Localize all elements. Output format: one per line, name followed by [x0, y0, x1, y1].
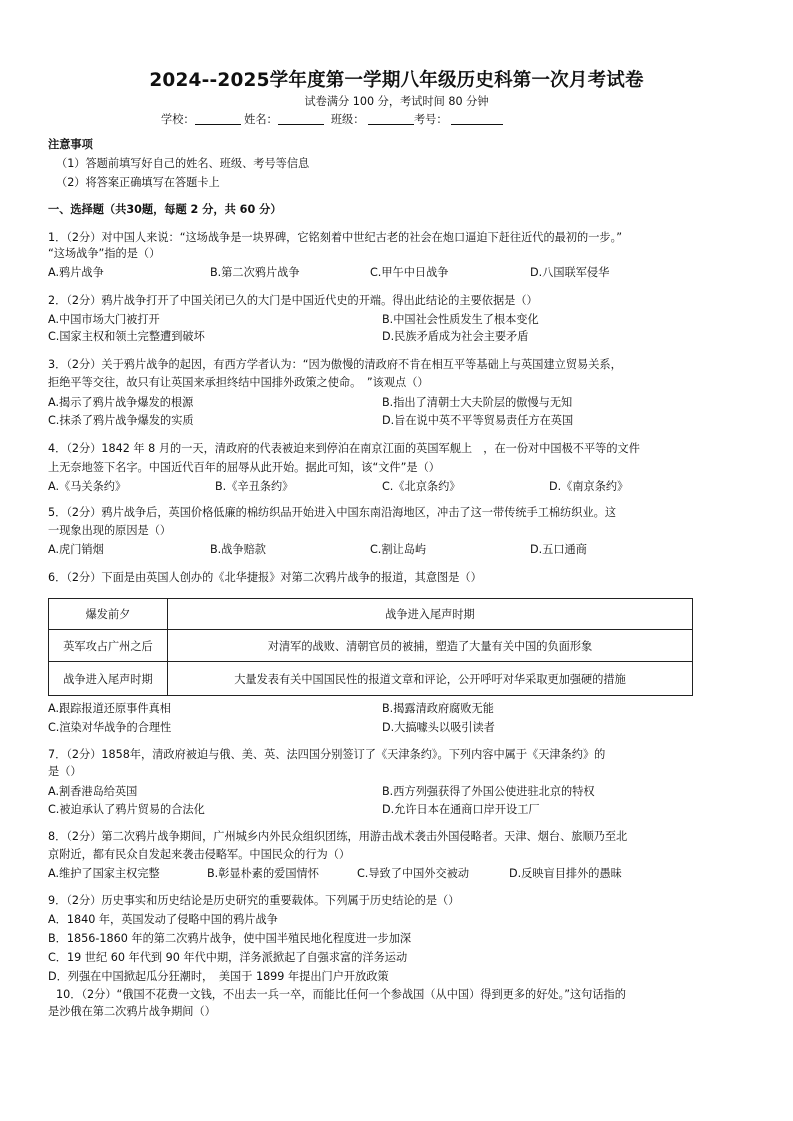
- option-d[interactable]: D.旨在说中英不平等贸易责任方在英国: [382, 414, 574, 427]
- question-stem: 7．（2分）1858年，清政府被迫与俄、美、英、法四国分别签订了《天津条约》。下列内容中属于《天津条约》的: [48, 748, 606, 761]
- name-label: 姓名：: [244, 113, 278, 126]
- option-a[interactable]: A.揭示了鸦片战争爆发的根源: [48, 396, 194, 409]
- option-c[interactable]: C.国家主权和领土完整遭到破坏: [48, 330, 205, 343]
- question-stem: 5．（2分）鸦片战争后，英国价格低廉的棉纺织品开始进入中国东南沿海地区，冲击了这一带传统手工棉纺织业。这: [48, 506, 617, 519]
- question-stem: 3．（2分）关于鸦片战争的起因，有西方学者认为：“因为傲慢的清政府不肯在相互平等基础上与英国建立贸易关系，: [48, 358, 622, 371]
- option-a[interactable]: A.维护了国家主权完整: [48, 867, 160, 880]
- option-a[interactable]: A.中国市场大门被打开: [48, 313, 160, 326]
- option-c[interactable]: C．19 世纪 60 年代到 90 年代中期，洋务派掀起了自强求富的洋务运动: [48, 951, 408, 964]
- question-stem: 2．（2分）鸦片战争打开了中国关闭已久的大门是中国近代史的开端。得出此结论的主要依据是（）: [48, 294, 538, 307]
- option-d[interactable]: D．列强在中国掀起瓜分狂潮时， 美国于 1899 年提出门户开放政策: [48, 970, 389, 983]
- table-cell: 对清军的战败、清朝官员的被捕，塑造了大量有关中国的负面形象: [168, 630, 693, 662]
- question-stem: 京附近，都有民众自发起来袭击侵略军。中国民众的行为（）: [48, 848, 351, 861]
- school-blank[interactable]: [195, 112, 241, 125]
- notice-item: （2）将答案正确填写在答题卡上: [56, 176, 220, 189]
- option-d[interactable]: D.《南京条约》: [549, 480, 629, 493]
- question-stem: 10．（2分）“俄国不花费一文钱，不出去一兵一卒，而能比任何一个参战国（从中国）得到更多的好处。”这句话指的: [56, 988, 626, 1001]
- table-row: [49, 662, 693, 696]
- option-a[interactable]: A.跟踪报道还原事件真相: [48, 702, 171, 715]
- option-c[interactable]: C.抹杀了鸦片战争爆发的实质: [48, 414, 194, 427]
- option-d[interactable]: D.大搞噱头以吸引读者: [382, 721, 495, 734]
- option-d[interactable]: D.反映盲目排外的愚昧: [509, 867, 622, 880]
- section-heading: 一、选择题（共30题，每题 2 分，共 60 分）: [48, 203, 282, 216]
- question-stem: “这场战争”指的是（）: [48, 247, 161, 260]
- option-a[interactable]: A.鸦片战争: [48, 266, 104, 279]
- question-stem: 一现象出现的原因是（）: [48, 524, 172, 537]
- option-b[interactable]: B.西方列强获得了外国公使进驻北京的特权: [382, 785, 595, 798]
- question-stem: 6．（2分）下面是由英国人创办的《北华捷报》对第二次鸦片战争的报道，其意图是（）: [48, 571, 482, 584]
- question-stem: 是沙俄在第二次鸦片战争期间（）: [48, 1005, 216, 1018]
- option-c[interactable]: C.被迫承认了鸦片贸易的合法化: [48, 803, 205, 816]
- option-c[interactable]: C.渲染对华战争的合理性: [48, 721, 172, 734]
- table-cell: 战争进入尾声时期: [168, 599, 693, 630]
- question-stem: 是（）: [48, 765, 82, 778]
- question-stem: 1．（2分）对中国人来说：“这场战争是一块界碑，它铭刻着中世纪古老的社会在炮口逼迫下赶往近代的最初的一步。”: [48, 231, 623, 244]
- table-cell: 战争进入尾声时期: [49, 662, 168, 696]
- exam-subtitle: 试卷满分 100 分，考试时间 80 分钟: [304, 95, 489, 108]
- option-b[interactable]: B.揭露清政府腐败无能: [382, 702, 494, 715]
- exam-no-label: 考号：: [413, 113, 448, 126]
- table-row: [49, 630, 693, 662]
- option-b[interactable]: B.指出了清朝士大夫阶层的傲慢与无知: [382, 396, 573, 409]
- option-b[interactable]: B.彰显朴素的爱国情怀: [207, 867, 319, 880]
- table-cell: 英军攻占广州之后: [49, 630, 168, 662]
- option-d[interactable]: D.民族矛盾成为社会主要矛盾: [382, 330, 529, 343]
- class-blank[interactable]: [368, 112, 414, 125]
- option-d[interactable]: D.八国联军侵华: [530, 266, 610, 279]
- question-stem: 4．（2分）1842 年 8 月的一天，清政府的代表被迫来到停泊在南京江面的英国军舰上 ，在一份对中国极不平等的文件: [48, 442, 640, 455]
- exam-no-blank[interactable]: [451, 112, 503, 125]
- table-cell: 爆发前夕: [49, 599, 168, 630]
- option-c[interactable]: C.甲午中日战争: [370, 266, 449, 279]
- table-row: [49, 599, 693, 630]
- option-c[interactable]: C.导致了中国外交被动: [357, 867, 470, 880]
- option-b[interactable]: B.《辛丑条约》: [215, 480, 294, 493]
- name-blank[interactable]: [278, 112, 324, 125]
- option-d[interactable]: D.五口通商: [530, 543, 587, 556]
- notice-item: （1）答题前填写好自己的姓名、班级、考号等信息: [56, 157, 310, 170]
- question-stem: 上无奈地签下名字。中国近代百年的屈辱从此开始。据此可知，该“文件”是（）: [48, 461, 440, 474]
- option-a[interactable]: A.虎门销烟: [48, 543, 104, 556]
- option-b[interactable]: B.中国社会性质发生了根本变化: [382, 313, 539, 326]
- table-cell: 大量发表有关中国国民性的报道文章和评论，公开呼吁对华采取更加强硬的措施: [168, 662, 693, 696]
- report-table: [48, 598, 693, 696]
- student-info-line: [161, 111, 503, 127]
- school-label: 学校：: [161, 113, 195, 126]
- option-b[interactable]: B．1856-1860 年的第二次鸦片战争，使中国半殖民地化程度进一步加深: [48, 932, 412, 945]
- option-d[interactable]: D.允许日本在通商口岸开设工厂: [382, 803, 540, 816]
- notice-heading: 注意事项: [48, 138, 93, 151]
- option-a[interactable]: A.《马关条约》: [48, 480, 127, 493]
- option-b[interactable]: B.第二次鸦片战争: [210, 266, 300, 279]
- option-c[interactable]: C.割让岛屿: [370, 543, 427, 556]
- option-c[interactable]: C.《北京条约》: [382, 480, 461, 493]
- option-a[interactable]: A.割香港岛给英国: [48, 785, 138, 798]
- class-label: 班级：: [330, 113, 365, 126]
- option-b[interactable]: B.战争赔款: [210, 543, 266, 556]
- question-stem: 9．（2分）历史事实和历史结论是历史研究的重要载体。下列属于历史结论的是（）: [48, 894, 460, 907]
- question-stem: 拒绝平等交往，故只有让英国来承担终结中国排外政策之使命。 ”该观点（）: [48, 376, 429, 389]
- question-stem: 8．（2分）第二次鸦片战争期间，广州城乡内外民众组织团练，用游击战术袭击外国侵略者。天津、烟台、旅顺乃至北: [48, 830, 628, 843]
- option-a[interactable]: A．1840 年，英国发动了侵略中国的鸦片战争: [48, 913, 278, 926]
- exam-title: 2024--2025学年度第一学期八年级历史科第一次月考试卷: [149, 70, 644, 91]
